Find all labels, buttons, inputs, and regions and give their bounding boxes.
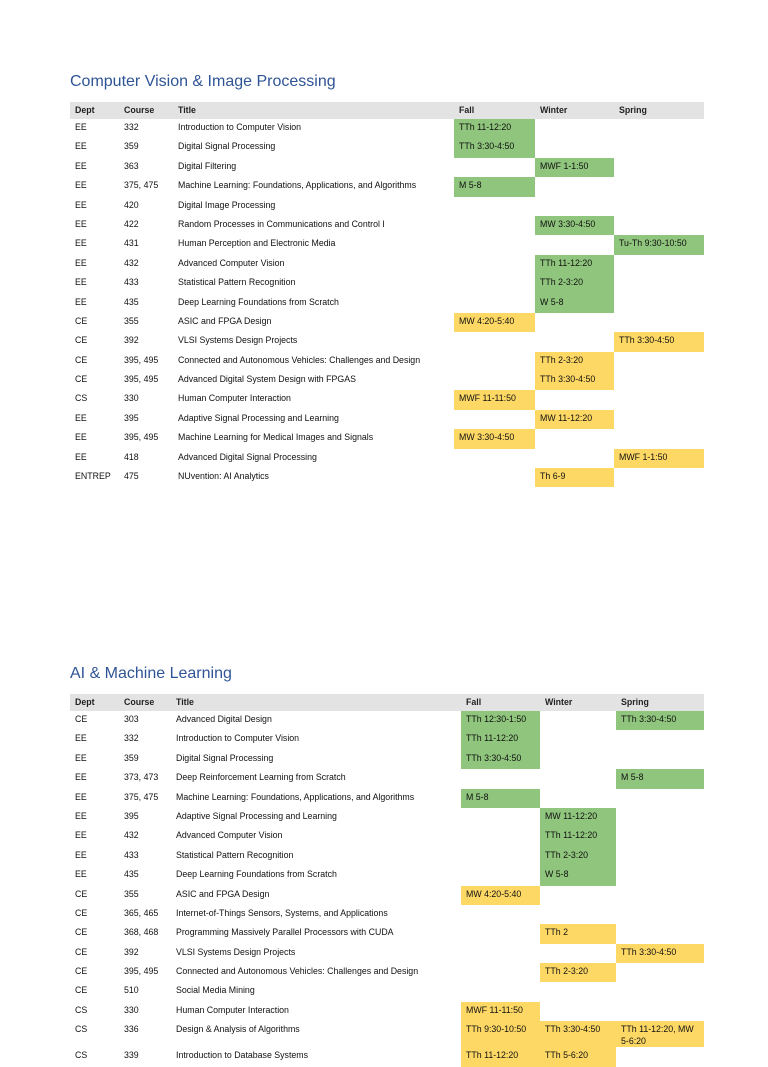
cell-spring bbox=[614, 177, 704, 196]
cell-spring bbox=[614, 158, 704, 177]
cell-spring: Tu-Th 9:30-10:50 bbox=[614, 235, 704, 254]
cell-title: Advanced Computer Vision bbox=[176, 830, 283, 841]
cell-course: 432 bbox=[124, 257, 139, 268]
cell-course: 392 bbox=[124, 335, 139, 346]
cell-title: Machine Learning for Medical Images and Signals bbox=[178, 432, 374, 443]
cell-dept: CE bbox=[75, 927, 88, 938]
cell-course: 330 bbox=[124, 393, 139, 404]
cell-spring bbox=[614, 468, 704, 487]
cell-fall bbox=[454, 274, 535, 293]
cell-fall bbox=[461, 769, 540, 788]
cell-winter: MWF 1-1:50 bbox=[535, 158, 614, 177]
cell-dept: EE bbox=[75, 412, 87, 423]
table-row bbox=[70, 886, 704, 905]
cell-dept: EE bbox=[75, 791, 87, 802]
cell-fall: M 5-8 bbox=[454, 177, 535, 196]
header-course: Course bbox=[119, 694, 171, 711]
cell-dept: EE bbox=[75, 849, 87, 860]
cell-course: 359 bbox=[124, 752, 139, 763]
cell-title: Social Media Mining bbox=[176, 985, 255, 996]
cell-winter bbox=[540, 730, 616, 749]
cell-fall: TTh 12:30-1:50 bbox=[461, 711, 540, 730]
cell-winter: TTh 3:30-4:50 bbox=[540, 1021, 616, 1047]
cell-course: 368, 468 bbox=[124, 927, 159, 938]
table-row bbox=[70, 847, 704, 866]
cell-fall bbox=[461, 847, 540, 866]
cell-fall bbox=[461, 924, 540, 943]
cell-winter bbox=[540, 982, 616, 1001]
cell-fall bbox=[461, 827, 540, 846]
cell-winter: TTh 5-6:20 bbox=[540, 1047, 616, 1066]
cell-winter bbox=[535, 197, 614, 216]
cell-winter bbox=[535, 390, 614, 409]
cell-dept: EE bbox=[75, 122, 87, 132]
table-row bbox=[70, 410, 704, 429]
cell-course: 395 bbox=[124, 412, 139, 423]
cell-spring bbox=[614, 390, 704, 409]
cell-course: 510 bbox=[124, 985, 139, 996]
table-row bbox=[70, 138, 704, 157]
header-title: Title bbox=[171, 694, 461, 711]
cell-dept: CE bbox=[75, 374, 88, 385]
cell-title: Human Computer Interaction bbox=[176, 1004, 289, 1015]
cell-spring bbox=[614, 294, 704, 313]
cell-course: 375, 475 bbox=[124, 180, 159, 191]
cell-title: Introduction to Computer Vision bbox=[176, 733, 300, 744]
cell-winter bbox=[540, 905, 616, 924]
cell-title: Advanced Digital Signal Processing bbox=[178, 451, 317, 462]
cell-title: Deep Reinforcement Learning from Scratch bbox=[176, 772, 346, 783]
cell-dept: EE bbox=[75, 869, 87, 880]
cell-title: Design & Analysis of Algorithms bbox=[176, 1024, 300, 1035]
cell-title: Advanced Computer Vision bbox=[178, 257, 285, 268]
cell-course: 420 bbox=[124, 199, 139, 210]
cell-dept: CE bbox=[75, 315, 88, 326]
cell-title: Programming Massively Parallel Processors with CUDA bbox=[176, 927, 394, 938]
cell-winter bbox=[535, 332, 614, 351]
cell-dept: CS bbox=[75, 1004, 88, 1015]
cell-winter: W 5-8 bbox=[535, 294, 614, 313]
cell-spring: TTh 11-12:20, MW 5-6:20 bbox=[616, 1021, 704, 1047]
cell-winter: TTh 2-3:20 bbox=[540, 847, 616, 866]
cell-dept: EE bbox=[75, 257, 87, 268]
cell-title: VLSI Systems Design Projects bbox=[178, 335, 298, 346]
table-row bbox=[70, 119, 704, 138]
cell-title: Digital Filtering bbox=[178, 160, 237, 171]
cell-dept: CE bbox=[75, 714, 88, 724]
cell-fall bbox=[454, 449, 535, 468]
cell-fall bbox=[454, 352, 535, 371]
cell-title: Connected and Autonomous Vehicles: Challenges and Design bbox=[176, 966, 419, 977]
cell-fall bbox=[461, 808, 540, 827]
cell-fall bbox=[461, 905, 540, 924]
table-row bbox=[70, 827, 704, 846]
cell-fall bbox=[454, 294, 535, 313]
cell-fall bbox=[454, 255, 535, 274]
cell-fall bbox=[454, 332, 535, 351]
cell-winter: TTh 3:30-4:50 bbox=[535, 371, 614, 390]
cell-winter bbox=[540, 944, 616, 963]
table-row bbox=[70, 963, 704, 982]
table-row bbox=[70, 313, 704, 332]
header-winter: Winter bbox=[535, 102, 614, 119]
cell-fall: TTh 3:30-4:50 bbox=[454, 138, 535, 157]
cell-spring bbox=[616, 789, 704, 808]
cell-dept: CE bbox=[75, 966, 88, 977]
course-table bbox=[70, 694, 704, 1067]
course-table bbox=[70, 102, 704, 487]
cell-winter bbox=[535, 313, 614, 332]
cell-title: ASIC and FPGA Design bbox=[178, 315, 272, 326]
header-fall: Fall bbox=[461, 694, 540, 711]
cell-spring: MWF 1-1:50 bbox=[614, 449, 704, 468]
cell-dept: EE bbox=[75, 752, 87, 763]
cell-dept: CE bbox=[75, 354, 88, 365]
header-title: Title bbox=[173, 102, 454, 119]
cell-spring bbox=[614, 352, 704, 371]
cell-dept: CE bbox=[75, 946, 88, 957]
table-row bbox=[70, 789, 704, 808]
table-row bbox=[70, 1002, 704, 1021]
table-row bbox=[70, 352, 704, 371]
cell-spring bbox=[616, 808, 704, 827]
cell-winter bbox=[540, 886, 616, 905]
cell-fall bbox=[454, 216, 535, 235]
cell-winter: Th 6-9 bbox=[535, 468, 614, 487]
cell-dept: CE bbox=[75, 907, 88, 918]
table-row bbox=[70, 468, 704, 487]
cell-fall: MWF 11-11:50 bbox=[461, 1002, 540, 1021]
cell-winter bbox=[535, 138, 614, 157]
cell-fall bbox=[454, 197, 535, 216]
cell-winter bbox=[540, 789, 616, 808]
cell-fall: MW 3:30-4:50 bbox=[454, 429, 535, 448]
cell-fall bbox=[454, 410, 535, 429]
cell-winter bbox=[535, 449, 614, 468]
table-header-row bbox=[70, 694, 704, 711]
cell-fall: TTh 11-12:20 bbox=[454, 119, 535, 138]
table-row bbox=[70, 197, 704, 216]
cell-title: Introduction to Computer Vision bbox=[178, 122, 302, 132]
cell-course: 418 bbox=[124, 451, 139, 462]
table-row bbox=[70, 866, 704, 885]
cell-fall bbox=[461, 866, 540, 885]
cell-course: 395 bbox=[124, 810, 139, 821]
section-ai-machine-learning bbox=[70, 664, 704, 1067]
cell-course: 303 bbox=[124, 714, 139, 724]
cell-spring bbox=[616, 963, 704, 982]
cell-course: 375, 475 bbox=[124, 791, 159, 802]
cell-winter bbox=[540, 750, 616, 769]
cell-fall bbox=[454, 235, 535, 254]
cell-title: Introduction to Database Systems bbox=[176, 1050, 309, 1061]
cell-spring: TTh 3:30-4:50 bbox=[616, 944, 704, 963]
cell-dept: EE bbox=[75, 810, 87, 821]
header-winter: Winter bbox=[540, 694, 616, 711]
table-row bbox=[70, 808, 704, 827]
cell-dept: EE bbox=[75, 238, 87, 249]
cell-spring bbox=[616, 750, 704, 769]
cell-fall bbox=[454, 158, 535, 177]
header-dept: Dept bbox=[70, 694, 119, 711]
cell-winter: TTh 2 bbox=[540, 924, 616, 943]
cell-spring bbox=[616, 866, 704, 885]
cell-winter: MW 11-12:20 bbox=[535, 410, 614, 429]
table-header-row bbox=[70, 102, 704, 119]
cell-fall bbox=[461, 963, 540, 982]
cell-winter bbox=[535, 429, 614, 448]
cell-winter: TTh 2-3:20 bbox=[535, 274, 614, 293]
cell-title: Adaptive Signal Processing and Learning bbox=[176, 810, 337, 821]
cell-title: NUvention: AI Analytics bbox=[178, 471, 269, 482]
cell-dept: EE bbox=[75, 830, 87, 841]
cell-winter bbox=[535, 235, 614, 254]
cell-fall: TTh 11-12:20 bbox=[461, 1047, 540, 1066]
cell-course: 395, 495 bbox=[124, 432, 159, 443]
cell-dept: EE bbox=[75, 451, 87, 462]
cell-winter: TTh 2-3:20 bbox=[540, 963, 616, 982]
cell-title: Statistical Pattern Recognition bbox=[176, 849, 294, 860]
cell-spring bbox=[614, 313, 704, 332]
table-row bbox=[70, 332, 704, 351]
cell-course: 433 bbox=[124, 277, 139, 288]
cell-winter bbox=[540, 711, 616, 730]
cell-winter bbox=[535, 119, 614, 138]
cell-course: 332 bbox=[124, 122, 139, 132]
cell-fall: M 5-8 bbox=[461, 789, 540, 808]
cell-winter bbox=[540, 1002, 616, 1021]
cell-course: 432 bbox=[124, 830, 139, 841]
cell-spring bbox=[616, 905, 704, 924]
cell-title: Advanced Digital System Design with FPGAS bbox=[178, 374, 356, 385]
cell-spring bbox=[614, 274, 704, 293]
cell-spring bbox=[616, 982, 704, 1001]
cell-title: Statistical Pattern Recognition bbox=[178, 277, 296, 288]
cell-title: Random Processes in Communications and Control I bbox=[178, 218, 385, 229]
cell-fall: MW 4:20-5:40 bbox=[454, 313, 535, 332]
cell-dept: EE bbox=[75, 772, 87, 783]
cell-spring bbox=[616, 730, 704, 749]
cell-title: Machine Learning: Foundations, Applications, and Algorithms bbox=[178, 180, 417, 191]
cell-title: Deep Learning Foundations from Scratch bbox=[178, 296, 339, 307]
cell-course: 332 bbox=[124, 733, 139, 744]
cell-spring: M 5-8 bbox=[616, 769, 704, 788]
cell-course: 363 bbox=[124, 160, 139, 171]
table-row bbox=[70, 235, 704, 254]
cell-course: 336 bbox=[124, 1024, 139, 1035]
cell-spring bbox=[614, 216, 704, 235]
cell-winter bbox=[535, 177, 614, 196]
cell-dept: EE bbox=[75, 141, 87, 152]
cell-title: Machine Learning: Foundations, Applications, and Algorithms bbox=[176, 791, 415, 802]
cell-title: Deep Learning Foundations from Scratch bbox=[176, 869, 337, 880]
table-row bbox=[70, 905, 704, 924]
cell-dept: CS bbox=[75, 1024, 88, 1035]
cell-dept: ENTREP bbox=[75, 471, 111, 482]
cell-dept: EE bbox=[75, 160, 87, 171]
table-row bbox=[70, 449, 704, 468]
header-dept: Dept bbox=[70, 102, 119, 119]
table-row bbox=[70, 924, 704, 943]
cell-course: 330 bbox=[124, 1004, 139, 1015]
cell-winter: MW 3:30-4:50 bbox=[535, 216, 614, 235]
table-row bbox=[70, 274, 704, 293]
cell-title: Human Computer Interaction bbox=[178, 393, 291, 404]
table-row bbox=[70, 255, 704, 274]
cell-dept: EE bbox=[75, 296, 87, 307]
cell-spring bbox=[616, 1002, 704, 1021]
cell-spring bbox=[616, 847, 704, 866]
table-row bbox=[70, 429, 704, 448]
table-row bbox=[70, 158, 704, 177]
cell-spring bbox=[614, 138, 704, 157]
table-row bbox=[70, 750, 704, 769]
cell-course: 431 bbox=[124, 238, 139, 249]
cell-fall: TTh 3:30-4:50 bbox=[461, 750, 540, 769]
cell-title: Adaptive Signal Processing and Learning bbox=[178, 412, 339, 423]
cell-spring bbox=[616, 1047, 704, 1066]
cell-winter bbox=[540, 769, 616, 788]
cell-winter: TTh 2-3:20 bbox=[535, 352, 614, 371]
table-row bbox=[70, 1047, 704, 1066]
cell-course: 373, 473 bbox=[124, 772, 159, 783]
cell-course: 339 bbox=[124, 1050, 139, 1061]
cell-course: 355 bbox=[124, 888, 139, 899]
cell-course: 395, 495 bbox=[124, 966, 159, 977]
cell-spring: TTh 3:30-4:50 bbox=[614, 332, 704, 351]
cell-course: 435 bbox=[124, 296, 139, 307]
table-row bbox=[70, 177, 704, 196]
table-row bbox=[70, 371, 704, 390]
cell-title: Internet-of-Things Sensors, Systems, and Applications bbox=[176, 907, 388, 918]
cell-dept: CS bbox=[75, 393, 88, 404]
cell-spring bbox=[614, 371, 704, 390]
cell-title: Digital Signal Processing bbox=[176, 752, 274, 763]
cell-course: 433 bbox=[124, 849, 139, 860]
cell-fall bbox=[461, 982, 540, 1001]
cell-dept: EE bbox=[75, 432, 87, 443]
cell-winter: W 5-8 bbox=[540, 866, 616, 885]
cell-course: 359 bbox=[124, 141, 139, 152]
cell-dept: EE bbox=[75, 733, 87, 744]
cell-course: 392 bbox=[124, 946, 139, 957]
cell-dept: CS bbox=[75, 1050, 88, 1061]
header-spring: Spring bbox=[614, 102, 704, 119]
table-row bbox=[70, 294, 704, 313]
cell-course: 435 bbox=[124, 869, 139, 880]
cell-spring bbox=[614, 410, 704, 429]
cell-dept: CE bbox=[75, 985, 88, 996]
cell-title: VLSI Systems Design Projects bbox=[176, 946, 296, 957]
cell-spring bbox=[614, 197, 704, 216]
header-spring: Spring bbox=[616, 694, 704, 711]
cell-title: Digital Signal Processing bbox=[178, 141, 276, 152]
cell-spring bbox=[614, 429, 704, 448]
cell-course: 365, 465 bbox=[124, 907, 159, 918]
cell-fall: MWF 11-11:50 bbox=[454, 390, 535, 409]
section-computer-vision bbox=[70, 72, 704, 487]
cell-course: 395, 495 bbox=[124, 354, 159, 365]
cell-dept: CE bbox=[75, 335, 88, 346]
cell-dept: CE bbox=[75, 888, 88, 899]
cell-title: Digital Image Processing bbox=[178, 199, 276, 210]
cell-dept: EE bbox=[75, 180, 87, 191]
table-row bbox=[70, 1021, 704, 1047]
cell-spring bbox=[614, 255, 704, 274]
cell-fall: TTh 11-12:20 bbox=[461, 730, 540, 749]
table-row bbox=[70, 982, 704, 1001]
cell-dept: EE bbox=[75, 218, 87, 229]
table-row bbox=[70, 730, 704, 749]
cell-dept: EE bbox=[75, 277, 87, 288]
table-row bbox=[70, 390, 704, 409]
cell-course: 355 bbox=[124, 315, 139, 326]
cell-winter: TTh 11-12:20 bbox=[535, 255, 614, 274]
cell-spring bbox=[616, 924, 704, 943]
cell-fall: TTh 9:30-10:50 bbox=[461, 1021, 540, 1047]
cell-title: Connected and Autonomous Vehicles: Challenges and Design bbox=[178, 354, 421, 365]
cell-title: Human Perception and Electronic Media bbox=[178, 238, 336, 249]
cell-title: ASIC and FPGA Design bbox=[176, 888, 270, 899]
cell-spring bbox=[614, 119, 704, 138]
cell-dept: EE bbox=[75, 199, 87, 210]
cell-course: 422 bbox=[124, 218, 139, 229]
table-row bbox=[70, 711, 704, 730]
cell-fall: MW 4:20-5:40 bbox=[461, 886, 540, 905]
header-fall: Fall bbox=[454, 102, 535, 119]
cell-course: 395, 495 bbox=[124, 374, 159, 385]
cell-fall bbox=[461, 944, 540, 963]
cell-winter: TTh 11-12:20 bbox=[540, 827, 616, 846]
cell-title: Advanced Digital Design bbox=[176, 714, 272, 724]
table-row bbox=[70, 769, 704, 788]
cell-winter: MW 11-12:20 bbox=[540, 808, 616, 827]
section-title: Computer Vision & Image Processing bbox=[70, 73, 336, 90]
cell-fall bbox=[454, 371, 535, 390]
cell-spring bbox=[616, 827, 704, 846]
cell-course: 475 bbox=[124, 471, 139, 482]
cell-fall bbox=[454, 468, 535, 487]
table-row bbox=[70, 944, 704, 963]
table-row bbox=[70, 216, 704, 235]
section-title: AI & Machine Learning bbox=[70, 665, 232, 682]
cell-spring: TTh 3:30-4:50 bbox=[616, 711, 704, 730]
header-course: Course bbox=[119, 102, 173, 119]
cell-spring bbox=[616, 886, 704, 905]
